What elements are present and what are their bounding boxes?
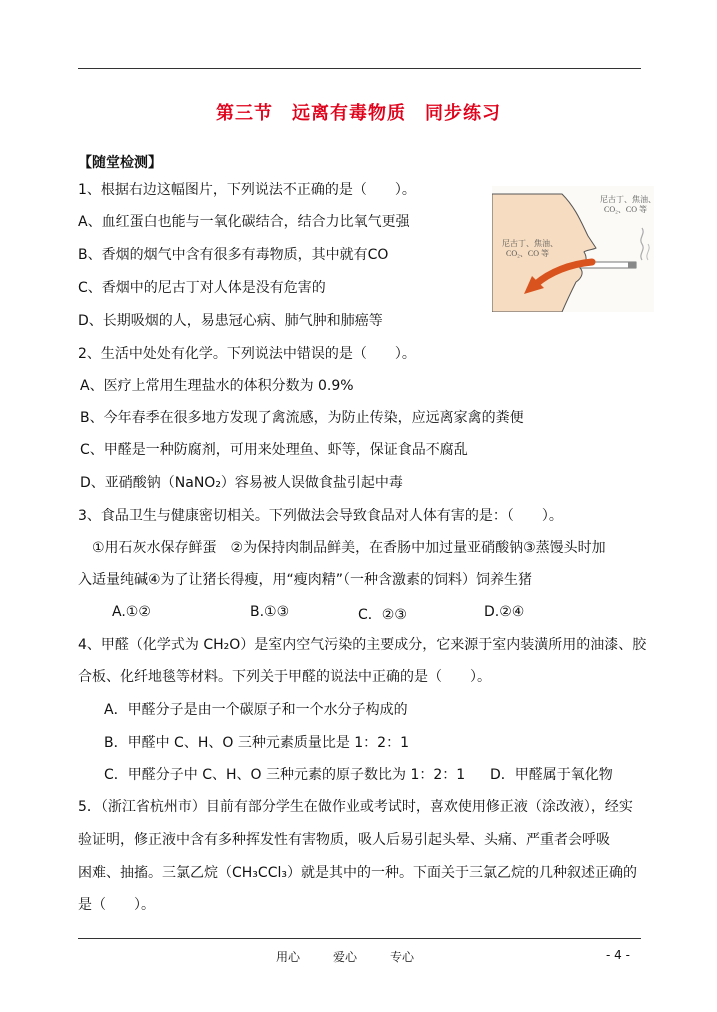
q1-option-a: A、血红蛋白也能与一氧化碳结合，结合力比氧气更强 [78, 214, 410, 230]
q2-option-b: B、今年春季在很多地方发现了禽流感，为防止传染，应远离家禽的粪便 [80, 410, 524, 426]
q3-items-line-1: ①用石灰水保存鲜蛋 ②为保持肉制品鲜美，在香肠中加过量亚硝酸钠③蒸馒头时加 [78, 540, 606, 556]
section-heading: 【随堂检测】 [78, 155, 162, 171]
q2-option-a: A、医疗上常用生理盐水的体积分数为 0.9% [80, 378, 354, 394]
q4-stem-line-2: 合板、化纤地毯等材料。下列关于甲醛的说法中正确的是（ ）。 [78, 669, 491, 685]
q3-option-d: D.②④ [484, 604, 525, 620]
q5-stem-line-2: 验证明，修正液中含有多种挥发性有害物质，吸人后易引起头晕、头痛、严重者会呼吸 [78, 832, 610, 848]
page-number: - 4 - [606, 948, 630, 962]
header-rule [78, 68, 641, 69]
q4-option-b: B．甲醛中 C、H、O 三种元素质量比是 1：2：1 [104, 735, 409, 751]
q1-stem: 1、根据右边这幅图片，下列说法不正确的是（ ）。 [78, 182, 416, 198]
smoking-figure [492, 186, 654, 312]
q2-option-d: D、亚硝酸钠（NaNO₂）容易被人误做食盐引起中毒 [80, 475, 403, 491]
q3-stem: 3、食品卫生与健康密切相关。下列做法会导致食品对人体有害的是：（ ）。 [78, 508, 563, 524]
q1-option-b: B、香烟的烟气中含有很多有毒物质，其中就有CO [78, 247, 389, 263]
q3-option-c: C．②③ [358, 607, 407, 623]
q4-stem-line-1: 4、甲醛（化学式为 CH₂O）是室内空气污染的主要成分，它来源于室内装潢所用的油漆、胶 [78, 637, 647, 653]
figure-label-left-2: CO₂、CO 等 [506, 249, 550, 258]
q3-items-line-2: 入适量纯碱④为了让猪长得瘦，用“瘦肉精”（一种含激素的饲料）饲养生猪 [78, 572, 533, 588]
q3-option-b: B.①③ [250, 604, 290, 620]
figure-label-top-2: CO₂、CO 等 [604, 205, 648, 214]
q2-option-c: C、甲醛是一种防腐剂，可用来处理鱼、虾等，保证食品不腐乱 [80, 442, 468, 458]
q2-stem: 2、生活中处处有化学。下列说法中错误的是（ ）。 [78, 346, 416, 362]
q4-option-c: C．甲醛分子中 C、H、O 三种元素的原子数比为 1：2：1 [104, 767, 466, 783]
q5-stem-line-4: 是（ ）。 [78, 897, 155, 913]
page-title: 第三节 远离有毒物质 同步练习 [216, 103, 501, 124]
footer-rule [78, 938, 641, 939]
q3-option-a: A.①② [112, 604, 151, 620]
q4-option-d: D．甲醛属于氧化物 [490, 767, 613, 783]
q5-stem-line-3: 困难、抽搐。三氯乙烷（CH₃CCl₃）就是其中的一种。下面关于三氯乙烷的几种叙述正确的 [78, 865, 637, 881]
figure-label-top-1: 尼古丁、焦油、 [600, 195, 654, 204]
q4-option-a: A．甲醛分子是由一个碳原子和一个水分子构成的 [104, 702, 408, 718]
footer-middle: 爱心 [333, 950, 358, 964]
q1-option-c: C、香烟中的尼古丁对人体是没有危害的 [78, 280, 326, 296]
figure-label-left-1: 尼古丁、焦油、 [502, 239, 558, 248]
q5-stem-line-1: 5．（浙江省杭州市）目前有部分学生在做作业或考试时，喜欢使用修正液（涂改液），经实 [78, 799, 633, 815]
footer-left: 用心 [276, 950, 301, 964]
face-profile-illustration [492, 186, 654, 312]
footer-right: 专心 [390, 950, 415, 964]
q1-option-d: D、长期吸烟的人，易患冠心病、肺气肿和肺癌等 [78, 313, 383, 329]
